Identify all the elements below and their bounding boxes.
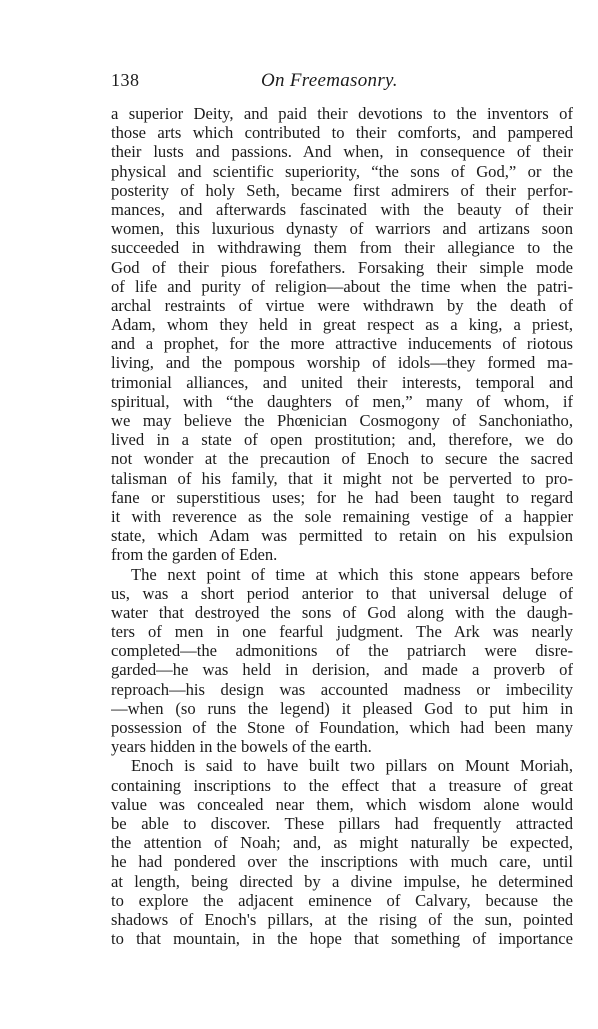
text-line: value was concealed near them, which wisdom alone would — [111, 794, 573, 814]
text-line: archal restraints of virtue were withdrawn by the death of — [111, 295, 573, 315]
text-line: Adam, whom they held in great respect as a king, a priest, — [111, 315, 573, 335]
text-line: lived in a state of open prostitution; and, therefore, we do — [111, 430, 573, 450]
paragraph-start-line: The next point of time at which this stone appears before — [131, 564, 573, 584]
text-line: completed—the admonitions of the patriarch were disre- — [111, 641, 573, 661]
text-line: be able to discover. These pillars had frequently attracted — [111, 813, 573, 833]
text-line: women, this luxurious dynasty of warriors and artizans soon — [111, 219, 573, 239]
text-line: not wonder at the precaution of Enoch to secure the sacred — [111, 449, 573, 469]
text-line: it with reverence as the sole remaining vestige of a happier — [111, 506, 573, 526]
page-header — [111, 70, 573, 100]
text-line: we may believe the Phœnician Cosmogony of Sanchoniatho, — [111, 411, 573, 430]
text-line: talisman of his family, that it might not be perverted to pro- — [111, 468, 573, 488]
text-line: water that destroyed the sons of God along with the daugh- — [111, 602, 573, 622]
text-line: he had pondered over the inscriptions with much care, until — [111, 852, 573, 872]
text-line: possession of the Stone of Foundation, which had been many — [111, 718, 573, 737]
text-line: shadows of Enoch's pillars, at the rising of the sun, pointed — [111, 909, 573, 929]
text-line: succeeded in withdrawing them from their allegiance to the — [111, 238, 573, 258]
text-line: trimonial alliances, and united their interests, temporal and — [111, 372, 573, 392]
body-text — [111, 104, 573, 948]
text-line: God of their pious forefathers. Forsaking their simple mode — [111, 257, 573, 277]
text-line: us, was a short period anterior to that universal deluge of — [111, 583, 573, 603]
text-line: those arts which contributed to their comforts, and pampered — [111, 123, 573, 143]
paragraph-end-line: from the garden of Eden. — [111, 545, 278, 565]
text-line: posterity of holy Seth, became first admirers of their perfor- — [111, 180, 573, 200]
text-line: the attention of Noah; and, as might naturally be expected, — [111, 833, 573, 853]
text-line: of life and purity of religion—about the time when the patri- — [111, 276, 573, 296]
text-line: to explore the adjacent eminence of Calvary, because the — [111, 890, 573, 910]
text-line: reproach—his design was accounted madness or imbecility — [111, 679, 573, 699]
text-line: state, which Adam was permitted to retain on his expulsion — [111, 526, 573, 546]
text-line: fane or superstitious uses; for he had been taught to regard — [111, 487, 573, 507]
text-line: containing inscriptions to the effect that a treasure of great — [111, 775, 573, 795]
text-line: —when (so runs the legend) it pleased God to put him in — [111, 698, 573, 718]
text-line: ters of men in one fearful judgment. The Ark was nearly — [111, 622, 573, 642]
text-line: mances, and afterwards fascinated with the beauty of their — [111, 199, 573, 219]
paragraph-start-line: Enoch is said to have built two pillars on Mount Moriah, — [131, 756, 573, 776]
text-line: at length, being directed by a divine impulse, he determined — [111, 871, 573, 891]
running-head: On Freemasonry. — [261, 70, 398, 91]
text-line: garded—he was held in derision, and made a proverb of — [111, 660, 573, 680]
paragraph-end-line: years hidden in the bowels of the earth. — [111, 737, 372, 757]
text-line: a superior Deity, and paid their devotions to the inventors of — [111, 104, 573, 123]
text-line: living, and the pompous worship of idols—they formed ma- — [111, 353, 573, 373]
page-number: 138 — [111, 70, 140, 90]
text-line: and a prophet, for the more attractive inducements of riotous — [111, 334, 573, 354]
text-line: to that mountain, in the hope that something of importance — [111, 929, 573, 949]
text-line: their lusts and passions. And when, in consequence of their — [111, 142, 573, 162]
text-line: spiritual, with “the daughters of men,” many of whom, if — [111, 391, 573, 411]
text-line: physical and scientific superiority, “the sons of God,” or the — [111, 161, 573, 181]
